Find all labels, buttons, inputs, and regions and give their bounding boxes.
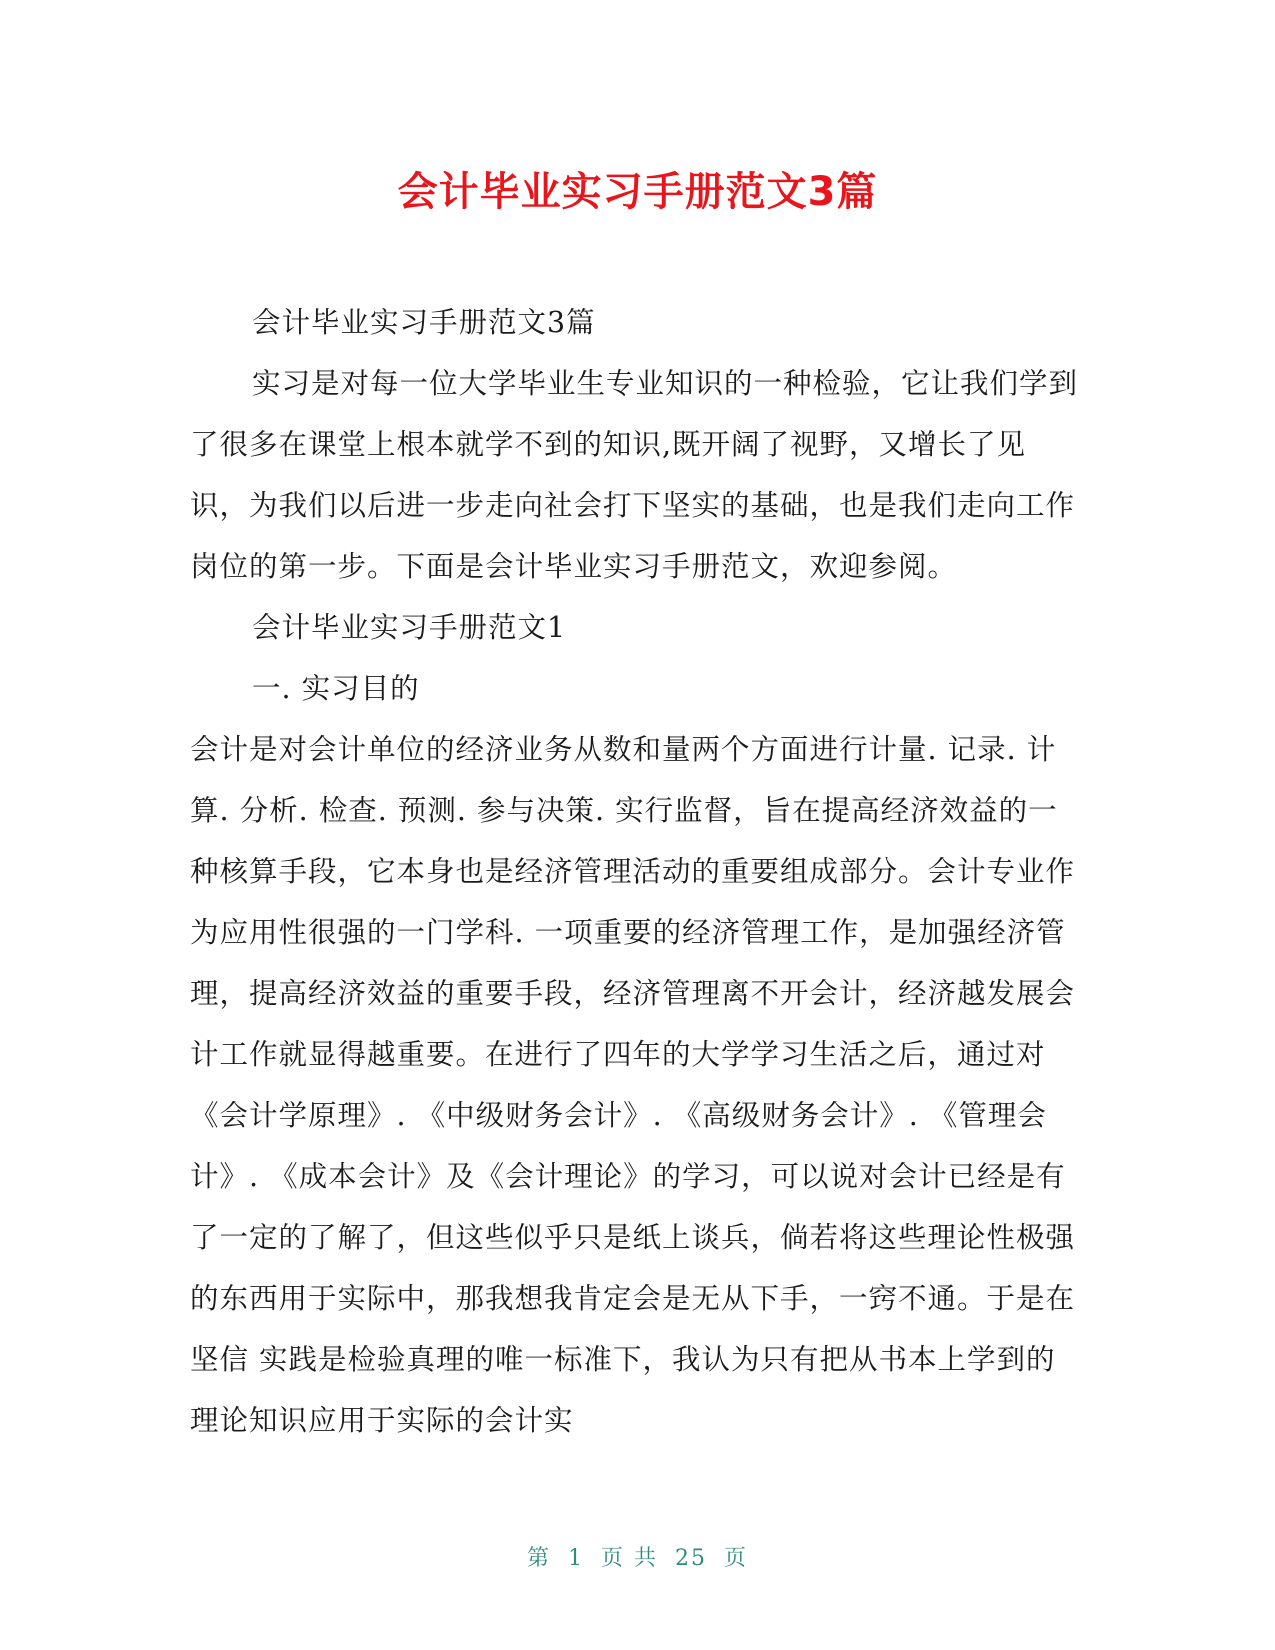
paragraph-heading: 会计毕业实习手册范文3篇 — [252, 306, 596, 339]
paragraph-purpose: 会计是对会计单位的经济业务从数和量两个方面进行计量. 记录. 计算. 分析. 检查. 预测. 参与决策. 实行监督，旨在提高经济效益的一种核算手段，它本身也是经济管理活动的重要组成部分。会计专业作为应用性很强的一门学科. 一项重要的经济管理工作，是加强经济管理，提高经济效益的重要手段，经济管理离不开会计，经济越发展会计工作就显得越重要。在进行了四年的大学学习生活之后，通过对《会计学原理》. 《中级财务会计》. 《高级财务会计》. 《管理会计》. 《成本会计》及《会计理论》的学习，可以说对会计已经是有了一定的了解了，但这些似乎只是纸上谈兵，倘若将这些理论性极强的东西用于实际中，那我想我肯定会是无从下手，一窍不通。于是在坚信 实践是检验真理的唯一标准下，我认为只有把从书本上学到的理论知识应用于实际的会计实 — [190, 733, 1076, 1437]
footer-total-pages: 25 — [675, 1546, 707, 1571]
footer-suffix: 页 — [724, 1546, 749, 1571]
footer-middle: 页 共 — [601, 1546, 658, 1571]
section-title-sample-1: 会计毕业实习手册范文1 — [252, 611, 567, 644]
document-title: 会计毕业实习手册范文3篇 — [397, 169, 878, 215]
footer-page-number: 1 — [568, 1546, 584, 1571]
subsection-title-purpose: 一. 实习目的 — [252, 672, 420, 705]
paragraph-intro: 实习是对每一位大学毕业生专业知识的一种检验，它让我们学到了很多在课堂上根本就学不到的知识,既开阔了视野，又增长了见识，为我们以后进一步走向社会打下坚实的基础，也是我们走向工作岗位的第一步。下面是会计毕业实习手册范文，欢迎参阅。 — [190, 367, 1079, 583]
page-footer — [0, 1541, 1275, 1572]
document-body — [190, 292, 1085, 1451]
footer-prefix: 第 — [526, 1546, 551, 1571]
